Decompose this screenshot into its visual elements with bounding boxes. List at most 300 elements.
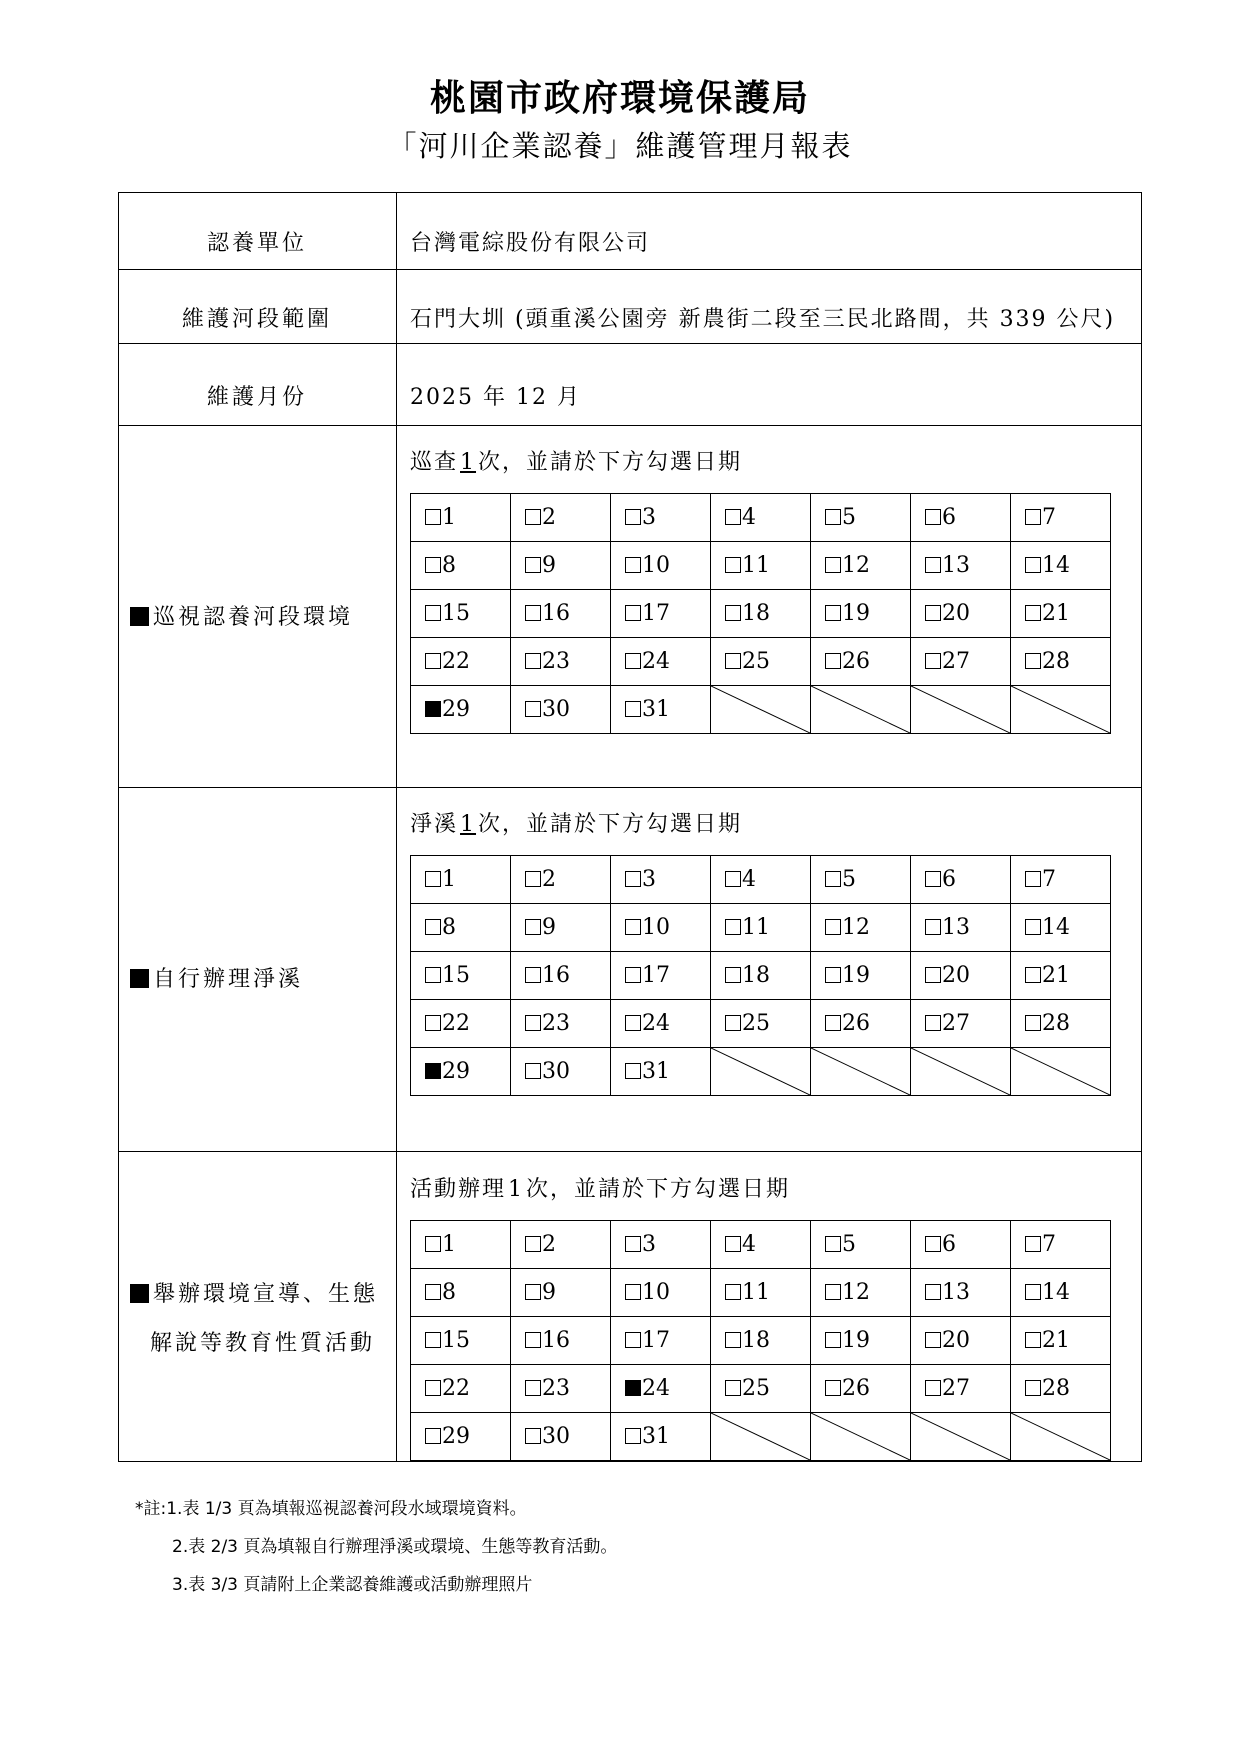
- day-number: 3: [642, 867, 656, 892]
- day-number: 11: [742, 1280, 770, 1305]
- day-cell[interactable]: [611, 1221, 711, 1269]
- checkbox-icon[interactable]: [725, 1015, 741, 1031]
- day-cell[interactable]: [1011, 856, 1111, 904]
- day-number: 30: [542, 1424, 570, 1449]
- day-number: 28: [1042, 1376, 1070, 1401]
- checkbox-icon[interactable]: [625, 871, 641, 887]
- checkbox-icon[interactable]: [725, 967, 741, 983]
- checkbox-icon[interactable]: [625, 509, 641, 525]
- checkbox-icon[interactable]: [525, 1428, 541, 1444]
- empty-day-cell: [811, 686, 911, 734]
- day-number: 18: [742, 601, 770, 626]
- day-cell[interactable]: [711, 542, 811, 590]
- checkbox-icon[interactable]: [825, 1015, 841, 1031]
- checkbox-icon[interactable]: [525, 701, 541, 717]
- day-number: 28: [1042, 649, 1070, 674]
- checkbox-icon[interactable]: [725, 1284, 741, 1300]
- checkbox-icon[interactable]: [725, 509, 741, 525]
- day-number: 24: [642, 1376, 670, 1401]
- day-number: 17: [642, 601, 670, 626]
- checkbox-icon[interactable]: [925, 557, 941, 573]
- day-number: 30: [542, 697, 570, 722]
- day-cell[interactable]: [711, 494, 811, 542]
- day-number: 24: [642, 649, 670, 674]
- day-cell[interactable]: [911, 904, 1011, 952]
- day-number: 29: [442, 697, 470, 722]
- checkbox-icon[interactable]: [425, 1015, 441, 1031]
- day-cell[interactable]: [511, 856, 611, 904]
- checkbox-icon[interactable]: [1025, 1236, 1041, 1252]
- empty-day-cell: [711, 686, 811, 734]
- day-number: 18: [742, 963, 770, 988]
- day-cell[interactable]: [611, 1413, 711, 1461]
- day-cell[interactable]: [511, 1413, 611, 1461]
- checkbox-icon[interactable]: [1025, 509, 1041, 525]
- checkbox-icon[interactable]: [1025, 1380, 1041, 1396]
- day-cell[interactable]: [911, 542, 1011, 590]
- day-number: 25: [742, 649, 770, 674]
- checkbox-icon[interactable]: [1025, 605, 1041, 621]
- checkbox-icon[interactable]: [825, 1380, 841, 1396]
- empty-day-cell: [1011, 686, 1111, 734]
- checkbox-icon[interactable]: [825, 919, 841, 935]
- day-cell[interactable]: [511, 686, 611, 734]
- day-cell[interactable]: [611, 1317, 711, 1365]
- day-number: 14: [1042, 1280, 1070, 1305]
- checkbox-icon[interactable]: [425, 1428, 441, 1444]
- checkbox-icon[interactable]: [425, 653, 441, 669]
- day-cell[interactable]: [811, 904, 911, 952]
- day-cell[interactable]: [411, 1048, 511, 1096]
- day-cell[interactable]: [511, 952, 611, 1000]
- day-number: 31: [642, 1424, 670, 1449]
- checkbox-icon[interactable]: [725, 919, 741, 935]
- row-divider: [118, 343, 1142, 344]
- checkbox-icon[interactable]: [825, 653, 841, 669]
- day-number: 4: [742, 867, 756, 892]
- adopter-value: 台灣電綜股份有限公司: [410, 231, 651, 256]
- day-number: 23: [542, 649, 570, 674]
- checkbox-icon[interactable]: [625, 1236, 641, 1252]
- day-number: 6: [942, 505, 956, 530]
- checkbox-icon[interactable]: [525, 509, 541, 525]
- day-number: 26: [842, 649, 870, 674]
- checkbox-icon[interactable]: [625, 653, 641, 669]
- checkbox-icon[interactable]: [625, 605, 641, 621]
- day-number: 16: [542, 601, 570, 626]
- day-cell[interactable]: [511, 542, 611, 590]
- checkbox-icon[interactable]: [1025, 1284, 1041, 1300]
- page-title: 桃園市政府環境保護局: [429, 77, 810, 119]
- checkbox-icon[interactable]: [1025, 653, 1041, 669]
- day-cell[interactable]: [611, 686, 711, 734]
- empty-day-cell: [911, 1413, 1011, 1461]
- day-cell[interactable]: [711, 1365, 811, 1413]
- day-number: 22: [442, 649, 470, 674]
- day-cell[interactable]: [411, 590, 511, 638]
- row-divider: [118, 269, 1142, 270]
- day-cell[interactable]: [1011, 1000, 1111, 1048]
- empty-day-cell: [711, 1048, 811, 1096]
- day-cell[interactable]: [1011, 590, 1111, 638]
- checkbox-icon[interactable]: [725, 557, 741, 573]
- day-cell[interactable]: [811, 1269, 911, 1317]
- checkbox-icon[interactable]: [725, 605, 741, 621]
- day-number: 26: [842, 1011, 870, 1036]
- day-cell[interactable]: [911, 952, 1011, 1000]
- footnote-1: *註:1.表 1/3 頁為填報巡視認養河段水域環境資料。: [135, 1499, 527, 1519]
- day-number: 22: [442, 1376, 470, 1401]
- checkbox-icon[interactable]: [825, 1284, 841, 1300]
- checkbox-icon[interactable]: [825, 871, 841, 887]
- day-cell[interactable]: [1011, 904, 1111, 952]
- filled-square-icon: [130, 969, 149, 988]
- checkbox-icon[interactable]: [625, 1063, 641, 1079]
- checkbox-icon[interactable]: [1025, 557, 1041, 573]
- day-cell[interactable]: [411, 494, 511, 542]
- checkbox-icon[interactable]: [925, 1284, 941, 1300]
- checked-box-icon[interactable]: [425, 1063, 441, 1079]
- day-cell[interactable]: [611, 542, 711, 590]
- checkbox-icon[interactable]: [425, 605, 441, 621]
- day-number: 12: [842, 553, 870, 578]
- day-cell[interactable]: [911, 590, 1011, 638]
- day-cell[interactable]: [611, 638, 711, 686]
- day-cell[interactable]: [811, 1000, 911, 1048]
- day-cell[interactable]: [611, 952, 711, 1000]
- checkbox-icon[interactable]: [1025, 967, 1041, 983]
- day-cell[interactable]: [611, 904, 711, 952]
- checkbox-icon[interactable]: [425, 1236, 441, 1252]
- checkbox-icon[interactable]: [725, 653, 741, 669]
- day-cell[interactable]: [911, 856, 1011, 904]
- day-number: 19: [842, 601, 870, 626]
- checkbox-icon[interactable]: [825, 1332, 841, 1348]
- day-number: 5: [842, 505, 856, 530]
- filled-square-icon: [130, 1284, 149, 1303]
- day-cell[interactable]: [511, 1000, 611, 1048]
- day-cell[interactable]: [511, 494, 611, 542]
- empty-day-cell: [711, 1413, 811, 1461]
- checkbox-icon[interactable]: [525, 871, 541, 887]
- day-number: 5: [842, 867, 856, 892]
- day-cell[interactable]: [411, 542, 511, 590]
- day-cell[interactable]: [1011, 1269, 1111, 1317]
- day-cell[interactable]: [511, 1317, 611, 1365]
- day-cell[interactable]: [811, 638, 911, 686]
- day-cell[interactable]: [611, 1365, 711, 1413]
- day-cell[interactable]: [811, 1365, 911, 1413]
- month-label: 維護月份: [206, 385, 307, 410]
- checkbox-icon[interactable]: [625, 1332, 641, 1348]
- row-divider: [118, 1151, 1142, 1152]
- checkbox-icon[interactable]: [525, 1332, 541, 1348]
- day-cell[interactable]: [811, 542, 911, 590]
- day-number: 1: [442, 505, 456, 530]
- day-cell[interactable]: [811, 1317, 911, 1365]
- checkbox-icon[interactable]: [625, 701, 641, 717]
- day-number: 2: [542, 1232, 556, 1257]
- day-number: 15: [442, 963, 470, 988]
- day-cell[interactable]: [511, 590, 611, 638]
- day-cell[interactable]: [911, 1317, 1011, 1365]
- day-number: 27: [942, 649, 970, 674]
- checkbox-icon[interactable]: [925, 605, 941, 621]
- river-section-label: 維護河段範圍: [181, 307, 332, 332]
- day-cell[interactable]: [911, 494, 1011, 542]
- day-cell[interactable]: [511, 1269, 611, 1317]
- day-number: 10: [642, 553, 670, 578]
- checkbox-icon[interactable]: [525, 919, 541, 935]
- checkbox-icon[interactable]: [525, 605, 541, 621]
- day-number: 8: [442, 553, 456, 578]
- empty-day-cell: [1011, 1048, 1111, 1096]
- checkbox-icon[interactable]: [1025, 871, 1041, 887]
- day-number: 9: [542, 553, 556, 578]
- day-number: 10: [642, 1280, 670, 1305]
- day-cell[interactable]: [411, 856, 511, 904]
- day-number: 17: [642, 1328, 670, 1353]
- checkbox-icon[interactable]: [725, 1380, 741, 1396]
- checkbox-icon[interactable]: [1025, 919, 1041, 935]
- day-cell[interactable]: [711, 1317, 811, 1365]
- checkbox-icon[interactable]: [525, 557, 541, 573]
- day-cell[interactable]: [411, 1269, 511, 1317]
- checkbox-icon[interactable]: [625, 967, 641, 983]
- section-activity-instruction: 活動辦理1次，並請於下方勾選日期: [410, 1177, 791, 1202]
- checkbox-icon[interactable]: [425, 1380, 441, 1396]
- checkbox-icon[interactable]: [425, 1332, 441, 1348]
- footnote-3: 3.表 3/3 頁請附上企業認養維護或活動辦理照片: [172, 1575, 533, 1595]
- checkbox-icon[interactable]: [625, 557, 641, 573]
- day-cell[interactable]: [411, 1221, 511, 1269]
- day-number: 21: [1042, 601, 1070, 626]
- section-activity-label-line2: 解說等教育性質活動: [150, 1331, 376, 1356]
- day-cell[interactable]: [411, 904, 511, 952]
- day-cell[interactable]: [1011, 638, 1111, 686]
- day-cell[interactable]: [1011, 1317, 1111, 1365]
- empty-day-cell: [811, 1048, 911, 1096]
- checkbox-icon[interactable]: [925, 653, 941, 669]
- checkbox-icon[interactable]: [925, 1236, 941, 1252]
- day-number: 9: [542, 1280, 556, 1305]
- day-number: 16: [542, 963, 570, 988]
- day-cell[interactable]: [811, 1221, 911, 1269]
- day-number: 29: [442, 1059, 470, 1084]
- day-number: 19: [842, 963, 870, 988]
- day-number: 13: [942, 553, 970, 578]
- day-number: 23: [542, 1011, 570, 1036]
- day-cell[interactable]: [611, 1269, 711, 1317]
- checkbox-icon[interactable]: [425, 557, 441, 573]
- footnote-2: 2.表 2/3 頁為填報自行辦理淨溪或環境、生態等教育活動。: [172, 1537, 618, 1557]
- day-number: 15: [442, 1328, 470, 1353]
- day-number: 18: [742, 1328, 770, 1353]
- empty-day-cell: [911, 686, 1011, 734]
- day-cell[interactable]: [511, 1048, 611, 1096]
- day-number: 16: [542, 1328, 570, 1353]
- day-number: 24: [642, 1011, 670, 1036]
- page-subtitle: 「河川企業認養」維護管理月報表: [387, 129, 853, 163]
- checkbox-icon[interactable]: [425, 509, 441, 525]
- checkbox-icon[interactable]: [825, 1236, 841, 1252]
- day-cell[interactable]: [911, 638, 1011, 686]
- footnotes: [135, 1490, 617, 1604]
- checkbox-icon[interactable]: [1025, 1332, 1041, 1348]
- checkbox-icon[interactable]: [525, 967, 541, 983]
- day-number: 19: [842, 1328, 870, 1353]
- checkbox-icon[interactable]: [925, 1380, 941, 1396]
- day-cell[interactable]: [611, 856, 711, 904]
- checkbox-icon[interactable]: [625, 919, 641, 935]
- day-number: 2: [542, 505, 556, 530]
- checkbox-icon[interactable]: [925, 871, 941, 887]
- day-number: 23: [542, 1376, 570, 1401]
- day-number: 11: [742, 553, 770, 578]
- checkbox-icon[interactable]: [525, 1236, 541, 1252]
- day-number: 15: [442, 601, 470, 626]
- section-patrol-instruction: 巡查1次，並請於下方勾選日期: [410, 450, 743, 475]
- day-cell[interactable]: [811, 856, 911, 904]
- checkbox-icon[interactable]: [425, 967, 441, 983]
- day-cell[interactable]: [411, 952, 511, 1000]
- checkbox-icon[interactable]: [525, 1015, 541, 1031]
- day-cell[interactable]: [611, 1000, 711, 1048]
- day-cell[interactable]: [511, 904, 611, 952]
- adopter-label: 認養單位: [206, 231, 307, 256]
- day-number: 29: [442, 1424, 470, 1449]
- section-patrol-label: 巡視認養河段環境: [130, 600, 353, 631]
- day-cell[interactable]: [711, 904, 811, 952]
- row-divider: [118, 425, 1142, 426]
- day-cell[interactable]: [411, 686, 511, 734]
- day-number: 22: [442, 1011, 470, 1036]
- checkbox-icon[interactable]: [525, 653, 541, 669]
- day-number: 7: [1042, 1232, 1056, 1257]
- checkbox-icon[interactable]: [525, 1380, 541, 1396]
- day-number: 8: [442, 915, 456, 940]
- checkbox-icon[interactable]: [525, 1063, 541, 1079]
- day-cell[interactable]: [711, 1221, 811, 1269]
- day-number: 12: [842, 915, 870, 940]
- checkbox-icon[interactable]: [625, 1428, 641, 1444]
- day-number: 31: [642, 697, 670, 722]
- checkbox-icon[interactable]: [825, 605, 841, 621]
- section-activity-label: 舉辦環境宣導、生態: [130, 1277, 378, 1308]
- day-number: 7: [1042, 867, 1056, 892]
- day-number: 10: [642, 915, 670, 940]
- checkbox-icon[interactable]: [1025, 1015, 1041, 1031]
- checkbox-icon[interactable]: [425, 1284, 441, 1300]
- day-cell[interactable]: [411, 1413, 511, 1461]
- day-number: 6: [942, 1232, 956, 1257]
- day-cell[interactable]: [611, 494, 711, 542]
- day-cell[interactable]: [911, 1221, 1011, 1269]
- checkbox-icon[interactable]: [925, 509, 941, 525]
- month-value: 2025 年 12 月: [410, 385, 581, 410]
- day-number: 8: [442, 1280, 456, 1305]
- cleanup-date-grid: [410, 855, 1111, 1096]
- day-number: 3: [642, 505, 656, 530]
- day-number: 9: [542, 915, 556, 940]
- day-cell[interactable]: [911, 1269, 1011, 1317]
- day-number: 1: [442, 867, 456, 892]
- day-cell[interactable]: [711, 590, 811, 638]
- day-number: 13: [942, 915, 970, 940]
- checkbox-icon[interactable]: [925, 967, 941, 983]
- day-cell[interactable]: [511, 1365, 611, 1413]
- day-cell[interactable]: [911, 1000, 1011, 1048]
- day-cell[interactable]: [411, 638, 511, 686]
- day-cell[interactable]: [1011, 542, 1111, 590]
- day-cell[interactable]: [1011, 1221, 1111, 1269]
- day-number: 14: [1042, 553, 1070, 578]
- day-cell[interactable]: [1011, 1365, 1111, 1413]
- patrol-date-grid: [410, 493, 1111, 734]
- day-cell[interactable]: [611, 590, 711, 638]
- day-number: 25: [742, 1376, 770, 1401]
- day-cell[interactable]: [511, 638, 611, 686]
- checkbox-icon[interactable]: [825, 509, 841, 525]
- day-number: 11: [742, 915, 770, 940]
- checkbox-icon[interactable]: [925, 919, 941, 935]
- row-divider: [118, 787, 1142, 788]
- day-number: 21: [1042, 1328, 1070, 1353]
- day-number: 12: [842, 1280, 870, 1305]
- section-cleanup-instruction: 淨溪1次，並請於下方勾選日期: [410, 812, 743, 837]
- checkbox-icon[interactable]: [925, 1015, 941, 1031]
- checkbox-icon[interactable]: [825, 557, 841, 573]
- checked-box-icon[interactable]: [425, 701, 441, 717]
- checkbox-icon[interactable]: [425, 871, 441, 887]
- checkbox-icon[interactable]: [825, 967, 841, 983]
- day-number: 26: [842, 1376, 870, 1401]
- day-cell[interactable]: [711, 856, 811, 904]
- day-number: 13: [942, 1280, 970, 1305]
- checkbox-icon[interactable]: [625, 1284, 641, 1300]
- column-divider: [396, 192, 397, 1462]
- day-cell[interactable]: [1011, 952, 1111, 1000]
- day-cell[interactable]: [711, 1000, 811, 1048]
- checkbox-icon[interactable]: [625, 1015, 641, 1031]
- day-cell[interactable]: [411, 1000, 511, 1048]
- checked-box-icon[interactable]: [625, 1380, 641, 1396]
- checkbox-icon[interactable]: [725, 1332, 741, 1348]
- day-cell[interactable]: [711, 1269, 811, 1317]
- day-cell[interactable]: [1011, 494, 1111, 542]
- day-cell[interactable]: [511, 1221, 611, 1269]
- checkbox-icon[interactable]: [525, 1284, 541, 1300]
- day-cell[interactable]: [611, 1048, 711, 1096]
- day-cell[interactable]: [911, 1365, 1011, 1413]
- checkbox-icon[interactable]: [425, 919, 441, 935]
- day-number: 14: [1042, 915, 1070, 940]
- day-cell[interactable]: [711, 952, 811, 1000]
- day-cell[interactable]: [711, 638, 811, 686]
- checkbox-icon[interactable]: [925, 1332, 941, 1348]
- day-number: 20: [942, 601, 970, 626]
- section-cleanup-label: 自行辦理淨溪: [130, 962, 303, 993]
- day-cell[interactable]: [811, 590, 911, 638]
- checkbox-icon[interactable]: [725, 871, 741, 887]
- day-cell[interactable]: [811, 952, 911, 1000]
- day-cell[interactable]: [411, 1317, 511, 1365]
- day-cell[interactable]: [811, 494, 911, 542]
- day-cell[interactable]: [411, 1365, 511, 1413]
- day-number: 2: [542, 867, 556, 892]
- day-number: 27: [942, 1011, 970, 1036]
- checkbox-icon[interactable]: [725, 1236, 741, 1252]
